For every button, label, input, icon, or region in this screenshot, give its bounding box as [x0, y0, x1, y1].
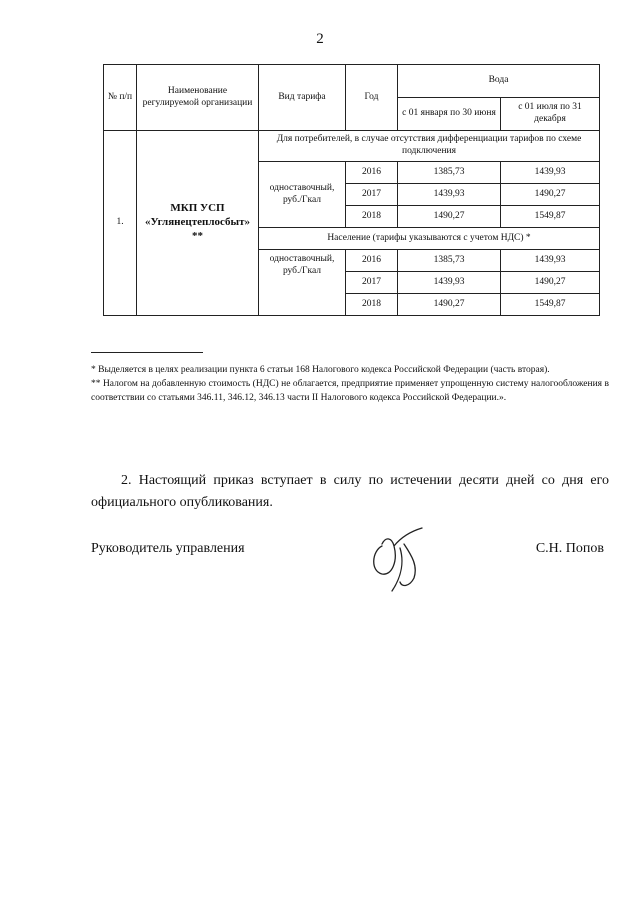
header-organization: Наименование регулируемой организации — [137, 65, 259, 131]
value-cell: 1439,93 — [398, 184, 501, 206]
row-number: 1. — [104, 131, 137, 316]
value-cell: 1439,93 — [501, 162, 600, 184]
value-cell: 1490,27 — [398, 294, 501, 316]
value-cell: 1549,87 — [501, 294, 600, 316]
header-tariff-type: Вид тарифа — [259, 65, 346, 131]
clause-text: 2. Настоящий приказ вступает в силу по истечении десяти дней со дня его официального опубликования. — [91, 473, 609, 510]
header-year: Год — [346, 65, 398, 131]
group1-title: Для потребителей, в случае отсутствия дифференциации тарифов по схеме подключения — [259, 131, 600, 162]
tariff-table — [103, 64, 600, 316]
value-cell: 1549,87 — [501, 206, 600, 228]
value-cell: 1490,27 — [501, 272, 600, 294]
footnotes — [91, 364, 609, 406]
header-period-2: с 01 июля по 31 декабря — [501, 98, 600, 131]
organization-name: МКП УСП «Углянецтеплосбыт» ** — [137, 131, 259, 316]
signatory-title: Руководитель управления — [91, 541, 245, 556]
year-cell: 2016 — [346, 162, 398, 184]
header-num: № п/п — [104, 65, 137, 131]
group1-tariff-type: одноставочный, руб./Гкал — [259, 162, 346, 228]
group2-title: Население (тарифы указываются с учетом НДС) * — [259, 228, 600, 250]
value-cell: 1490,27 — [398, 206, 501, 228]
handwritten-signature — [352, 516, 442, 596]
signatory-name: С.Н. Попов — [535, 541, 604, 556]
value-cell: 1385,73 — [398, 162, 501, 184]
page-number: 2 — [316, 31, 324, 47]
header-water: Вода — [398, 65, 600, 98]
footnote-separator — [91, 352, 203, 353]
group-title-row — [104, 131, 600, 162]
year-cell: 2016 — [346, 250, 398, 272]
value-cell: 1385,73 — [398, 250, 501, 272]
value-cell: 1490,27 — [501, 184, 600, 206]
value-cell: 1439,93 — [501, 250, 600, 272]
footnote: ** Налогом на добавленную стоимость (НДС) не облагается, предприятие применяет упрощенную систему налогообложения в соответствии со статьями 346.11, 346.12, 346.13 части II Налогового кодекса Российской Федерации.». — [91, 379, 609, 403]
group2-tariff-type: одноставочный, руб./Гкал — [259, 250, 346, 316]
table-header-row — [104, 65, 600, 98]
year-cell: 2018 — [346, 294, 398, 316]
year-cell: 2017 — [346, 184, 398, 206]
year-cell: 2018 — [346, 206, 398, 228]
header-period-1: с 01 января по 30 июня — [398, 98, 501, 131]
value-cell: 1439,93 — [398, 272, 501, 294]
footnote: * Выделяется в целях реализации пункта 6 статьи 168 Налогового кодекса Российской Федерации (часть вторая). — [91, 365, 550, 375]
year-cell: 2017 — [346, 272, 398, 294]
